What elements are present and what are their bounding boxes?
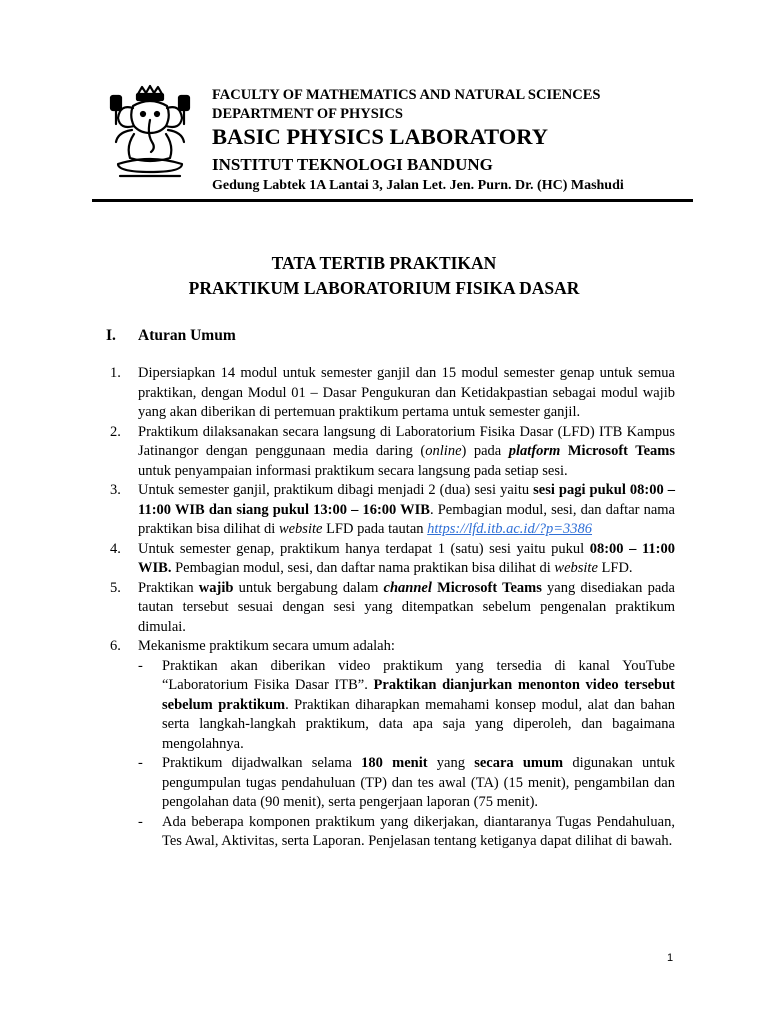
bold-text: platform bbox=[508, 443, 561, 459]
italic-text: website bbox=[554, 560, 598, 576]
sub-item-dash: - bbox=[138, 813, 143, 830]
rule-number: 6. bbox=[110, 638, 121, 654]
rule-text bbox=[138, 540, 675, 579]
document-title: TATA TERTIB PRAKTIKAN bbox=[271, 253, 497, 273]
sub-item-text bbox=[162, 754, 675, 813]
document-subtitle: PRAKTIKUM LABORATORIUM FISIKA DASAR bbox=[188, 278, 580, 298]
sub-item-dash: - bbox=[138, 755, 143, 771]
bold-text: sesi pagi pukul 08:00 – 11:00 WIB dan siang pukul 13:00 – 16:00 WIB bbox=[138, 482, 675, 518]
text-run: Untuk semester ganjil, praktikum dibagi menjadi 2 (dua) sesi yaitu bbox=[138, 482, 534, 498]
text-run: Praktikan akan diberikan video praktikum yang tersedia di kanal YouTube “Laboratorium Fisika Dasar ITB”. bbox=[162, 657, 675, 693]
text-run: LFD pada tautan bbox=[322, 521, 428, 537]
rule-item bbox=[110, 481, 675, 540]
rule-number: 3. bbox=[110, 482, 121, 498]
text-run: LFD. bbox=[597, 560, 633, 576]
bold-text: Microsoft Teams bbox=[437, 579, 542, 596]
letterhead-divider bbox=[92, 199, 693, 202]
text-run: Pembagian modul, sesi, dan daftar nama praktikan bisa dilihat di bbox=[171, 560, 555, 576]
rule-item bbox=[110, 364, 675, 423]
sub-item bbox=[138, 657, 675, 755]
text-run: . Praktikan diharapkan memahami konsep modul, alat dan bahan serta langkah-langkah praktikum, data apa saja yang diperoleh, dan bagaimana mengolahnya. bbox=[162, 696, 675, 752]
rule-item bbox=[110, 637, 675, 852]
address-line: Gedung Labtek 1A Lantai 3, Jalan Let. Jen. Purn. Dr. (HC) Mashudi bbox=[212, 178, 624, 193]
bold-text: Praktikan dianjurkan menonton video tersebut sebelum praktikum bbox=[162, 677, 675, 713]
text-run: Ada beberapa komponen praktikum yang dikerjakan, diantaranya Tugas Pendahuluan, Tes Awal, Aktivitas, serta Laporan. Penjelasan tentang ketiganya dapat dilihat di bawah. bbox=[162, 813, 675, 849]
rule-text bbox=[138, 364, 675, 423]
section-heading: Aturan Umum bbox=[138, 327, 236, 344]
sub-item-text bbox=[162, 813, 675, 852]
rule-item bbox=[110, 579, 675, 638]
sub-item bbox=[138, 754, 675, 813]
rule-text bbox=[138, 579, 675, 638]
text-run: Mekanisme praktikum secara umum adalah: bbox=[138, 638, 395, 654]
text-run: yang bbox=[427, 755, 475, 771]
faculty-name: FACULTY OF MATHEMATICS AND NATURAL SCIENCES bbox=[212, 87, 601, 103]
bold-text: 180 menit bbox=[361, 755, 428, 771]
text-run: ) pada bbox=[461, 443, 509, 459]
text-run: Dipersiapkan 14 modul untuk semester ganjil dan 15 modul semester genap untuk semua praktikan, dengan Modul 01 – Dasar Pengukuran dan Ketidakpastian sebagai modul wajib yang akan diberikan di pertemuan praktikum pertama untuk semester ganjil. bbox=[138, 365, 675, 420]
italic-text: online bbox=[425, 443, 462, 459]
bold-text: 08:00 – 11:00 WIB. bbox=[138, 540, 675, 576]
sub-item-text bbox=[162, 657, 675, 755]
rule-text bbox=[138, 637, 675, 852]
sub-item bbox=[138, 813, 675, 852]
letterhead bbox=[0, 0, 768, 210]
rule-text bbox=[138, 481, 675, 540]
section-number: I. bbox=[106, 327, 116, 344]
rule-number: 5. bbox=[110, 579, 121, 596]
website-link[interactable]: https://lfd.itb.ac.id/?p=3386 bbox=[427, 521, 593, 537]
page-number: 1 bbox=[667, 952, 674, 964]
text-run: Praktikan bbox=[138, 579, 199, 596]
institute-name: INSTITUT TEKNOLOGI BANDUNG bbox=[212, 155, 493, 174]
text-run bbox=[560, 443, 568, 459]
text-run: Praktikum dilaksanakan secara langsung di Laboratorium Fisika Dasar (LFD) ITB Kampus Jatinangor dengan penggunaan media daring ( bbox=[138, 423, 675, 459]
itb-ganesha-logo-icon bbox=[108, 84, 192, 180]
text-run: Untuk semester genap, praktikum hanya terdapat 1 (satu) sesi yaitu pukul bbox=[138, 540, 590, 557]
text-run: Praktikum dijadwalkan selama bbox=[162, 755, 362, 771]
bold-text: secara umum bbox=[474, 755, 564, 771]
rule-text bbox=[138, 423, 675, 482]
rules-list bbox=[110, 364, 675, 852]
rule-number: 2. bbox=[110, 423, 121, 440]
rule-number: 4. bbox=[110, 540, 121, 557]
sub-item-dash: - bbox=[138, 657, 143, 674]
text-run: digunakan untuk pengumpulan tugas pendahuluan (TP) dan tes awal (TA) (15 menit), pengambilan dan pengolahan data (90 menit), serta pengerjaan laporan (75 menit). bbox=[162, 755, 675, 810]
rule-number: 1. bbox=[110, 365, 121, 381]
bold-text: Microsoft Teams bbox=[567, 443, 675, 459]
bold-text: channel bbox=[383, 579, 432, 596]
laboratory-name: BASIC PHYSICS LABORATORY bbox=[212, 124, 548, 149]
department-name: DEPARTMENT OF PHYSICS bbox=[212, 106, 403, 122]
text-run: untuk bergabung dalam bbox=[233, 579, 384, 596]
text-run: untuk penyampaian informasi praktikum secara langsung pada setiap sesi. bbox=[138, 462, 568, 479]
text-run: . Pembagian modul, sesi, dan daftar nama praktikan bisa dilihat di bbox=[138, 501, 675, 537]
rule-item bbox=[110, 423, 675, 482]
text-run: yang disediakan pada tautan tersebut sesuai dengan sesi yang ditempatkan sebelum pengenalan praktikum dimulai. bbox=[138, 579, 675, 635]
italic-text: website bbox=[278, 521, 323, 537]
bold-text: wajib bbox=[198, 579, 234, 596]
rule-item bbox=[110, 540, 675, 579]
